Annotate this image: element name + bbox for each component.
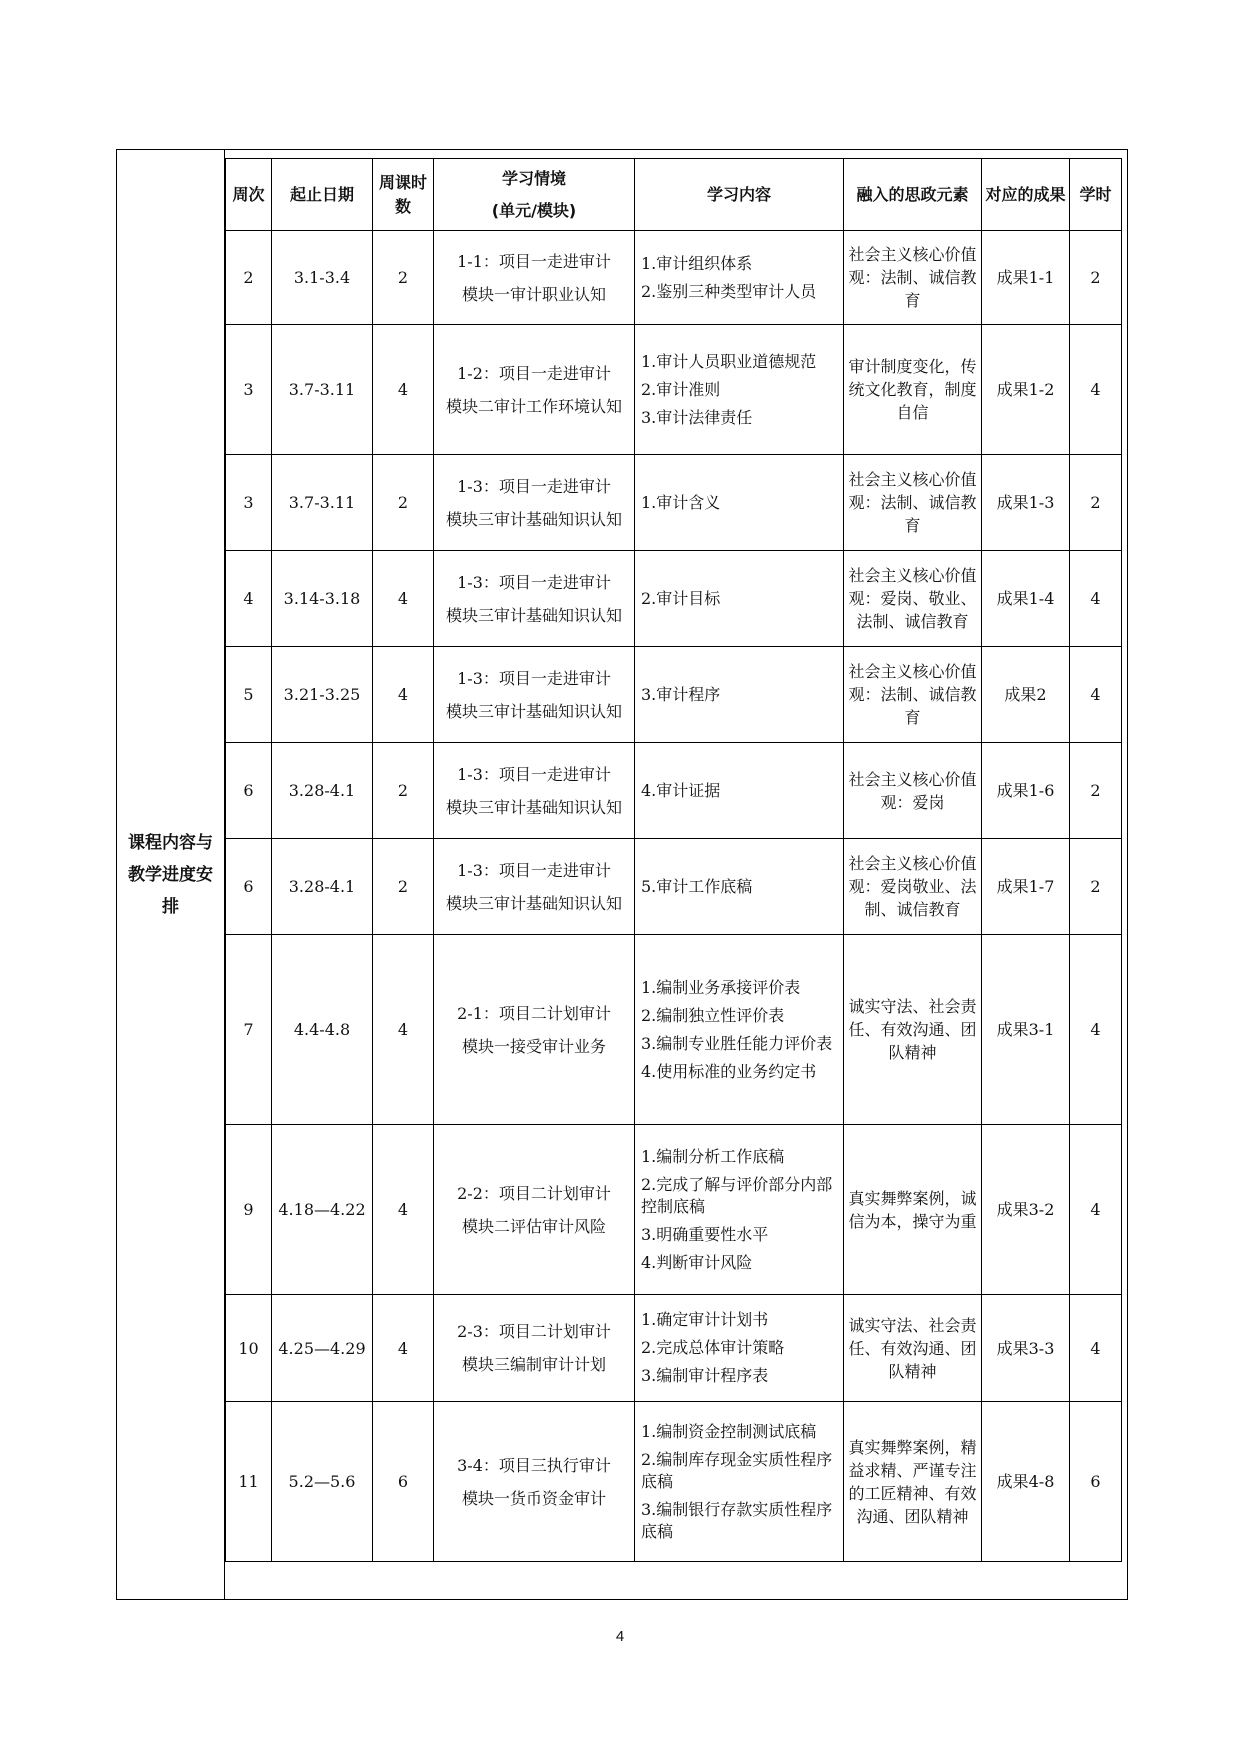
situation-line: 3-4：项目三执行审计 [457, 1455, 611, 1475]
content-item: 1.确定审计计划书 [641, 1310, 769, 1329]
cell-hours: 4 [1070, 325, 1122, 455]
situation-line: 1-3：项目一走进审计 [457, 668, 611, 688]
header-outcome: 对应的成果 [982, 159, 1070, 231]
cell-content [635, 647, 844, 743]
schedule-frame [116, 149, 1128, 1600]
cell-hours: 6 [1070, 1402, 1122, 1562]
content-item: 2.编制独立性评价表 [641, 1005, 785, 1025]
situation-line: 2-1：项目二计划审计 [457, 1003, 611, 1023]
cell-week: 3 [226, 455, 272, 551]
cell-weekly-hours: 2 [373, 839, 434, 935]
cell-outcome: 成果3-1 [982, 935, 1070, 1125]
cell-situation [434, 1125, 635, 1295]
situation-line: 1-3：项目一走进审计 [457, 764, 611, 784]
cell-weekly-hours: 2 [373, 455, 434, 551]
cell-situation [434, 935, 635, 1125]
cell-weekly-hours: 4 [373, 551, 434, 647]
cell-ideology: 真实舞弊案例，诚信为本，操守为重 [844, 1125, 982, 1295]
table-row [226, 839, 1122, 935]
content-item: 4.使用标准的业务约定书 [641, 1061, 817, 1081]
content-item: 4.判断审计风险 [641, 1252, 753, 1272]
cell-ideology: 诚实守法、社会责任、有效沟通、团队精神 [844, 935, 982, 1125]
cell-ideology: 社会主义核心价值观：爱岗 [844, 743, 982, 839]
cell-hours: 4 [1070, 935, 1122, 1125]
cell-dates: 3.28-4.1 [272, 839, 373, 935]
table-row [226, 935, 1122, 1125]
cell-outcome: 成果1-1 [982, 231, 1070, 325]
situation-line: 1-3：项目一走进审计 [457, 572, 611, 592]
cell-outcome: 成果3-2 [982, 1125, 1070, 1295]
situation-line: 模块一审计职业认知 [461, 284, 606, 304]
cell-weekly-hours: 4 [373, 1125, 434, 1295]
content-item: 2.完成总体审计策略 [641, 1338, 785, 1357]
cell-outcome: 成果1-4 [982, 551, 1070, 647]
cell-outcome: 成果1-3 [982, 455, 1070, 551]
cell-situation [434, 231, 635, 325]
table-row [226, 455, 1122, 551]
cell-content [635, 839, 844, 935]
content-item: 1.审计人员职业道德规范 [641, 351, 817, 371]
content-item: 2.鉴别三种类型审计人员 [641, 281, 817, 301]
content-item: 3.编制专业胜任能力评价表 [641, 1033, 833, 1053]
schedule-body [226, 231, 1122, 1562]
cell-content [635, 455, 844, 551]
table-row [226, 647, 1122, 743]
situation-line: 模块三编制审计计划 [461, 1355, 606, 1374]
cell-dates: 5.2—5.6 [272, 1402, 373, 1562]
table-row [226, 1402, 1122, 1562]
content-item: 1.审计含义 [641, 492, 721, 512]
cell-weekly-hours: 2 [373, 231, 434, 325]
cell-ideology: 真实舞弊案例，精益求精、严谨专注的工匠精神、有效沟通、团队精神 [844, 1402, 982, 1562]
content-item: 2.编制库存现金实质性程序底稿 [641, 1449, 833, 1491]
cell-hours: 2 [1070, 231, 1122, 325]
cell-weekly-hours: 6 [373, 1402, 434, 1562]
cell-weekly-hours: 2 [373, 743, 434, 839]
cell-content [635, 1295, 844, 1402]
table-row [226, 231, 1122, 325]
cell-ideology: 社会主义核心价值观：爱岗敬业、法制、诚信教育 [844, 839, 982, 935]
table-row [226, 1295, 1122, 1402]
header-hours: 学时 [1070, 159, 1122, 231]
cell-hours: 4 [1070, 647, 1122, 743]
schedule-table [225, 158, 1122, 1562]
header-ideology: 融入的思政元素 [844, 159, 982, 231]
cell-situation [434, 647, 635, 743]
header-situation-sub: (单元/模块) [491, 200, 577, 220]
table-row [226, 1125, 1122, 1295]
cell-hours: 4 [1070, 551, 1122, 647]
cell-ideology: 诚实守法、社会责任、有效沟通、团队精神 [844, 1295, 982, 1402]
header-content: 学习内容 [635, 159, 844, 231]
cell-situation [434, 743, 635, 839]
cell-dates: 4.4-4.8 [272, 935, 373, 1125]
cell-hours: 2 [1070, 743, 1122, 839]
situation-line: 2-2：项目二计划审计 [457, 1183, 611, 1203]
situation-line: 1-3：项目一走进审计 [457, 476, 611, 496]
cell-situation [434, 455, 635, 551]
cell-situation [434, 551, 635, 647]
situation-line: 模块一接受审计业务 [461, 1036, 606, 1056]
header-weekly-hours: 周课时数 [373, 159, 434, 231]
cell-weekly-hours: 4 [373, 935, 434, 1125]
cell-ideology: 社会主义核心价值观：法制、诚信教育 [844, 231, 982, 325]
cell-week: 9 [226, 1125, 272, 1295]
header-dates: 起止日期 [272, 159, 373, 231]
cell-outcome: 成果2 [982, 647, 1070, 743]
content-item: 3.审计法律责任 [641, 407, 753, 427]
situation-line: 模块三审计基础知识认知 [445, 701, 622, 721]
cell-weekly-hours: 4 [373, 325, 434, 455]
cell-week: 3 [226, 325, 272, 455]
cell-weekly-hours: 4 [373, 647, 434, 743]
cell-dates: 3.7-3.11 [272, 325, 373, 455]
header-situation [434, 159, 635, 231]
content-item: 2.完成了解与评价部分内部控制底稿 [641, 1174, 833, 1216]
cell-situation [434, 325, 635, 455]
cell-week: 6 [226, 743, 272, 839]
cell-content [635, 551, 844, 647]
situation-line: 模块一货币资金审计 [461, 1488, 606, 1508]
content-item: 2.审计目标 [641, 588, 721, 608]
content-item: 3.编制审计程序表 [641, 1366, 769, 1385]
cell-situation [434, 1402, 635, 1562]
situation-line: 模块二评估审计风险 [461, 1216, 606, 1236]
cell-ideology: 社会主义核心价值观：爱岗、敬业、法制、诚信教育 [844, 551, 982, 647]
table-row [226, 743, 1122, 839]
cell-dates: 3.28-4.1 [272, 743, 373, 839]
content-item: 3.编制银行存款实质性程序底稿 [641, 1499, 833, 1541]
content-item: 3.明确重要性水平 [641, 1224, 769, 1244]
cell-week: 10 [226, 1295, 272, 1402]
cell-week: 7 [226, 935, 272, 1125]
cell-situation [434, 1295, 635, 1402]
cell-hours: 2 [1070, 839, 1122, 935]
cell-situation [434, 839, 635, 935]
cell-dates: 3.1-3.4 [272, 231, 373, 325]
cell-hours: 2 [1070, 455, 1122, 551]
content-item: 4.审计证据 [641, 780, 721, 800]
situation-line: 模块三审计基础知识认知 [445, 605, 622, 625]
cell-outcome: 成果3-3 [982, 1295, 1070, 1402]
cell-dates: 3.21-3.25 [272, 647, 373, 743]
content-item: 1.编制业务承接评价表 [641, 977, 801, 997]
cell-content [635, 935, 844, 1125]
cell-hours: 4 [1070, 1125, 1122, 1295]
situation-line: 模块二审计工作环境认知 [445, 396, 622, 416]
cell-dates: 4.18—4.22 [272, 1125, 373, 1295]
cell-content [635, 231, 844, 325]
cell-ideology: 审计制度变化，传统文化教育，制度自信 [844, 325, 982, 455]
table-row [226, 325, 1122, 455]
cell-dates: 3.7-3.11 [272, 455, 373, 551]
cell-week: 6 [226, 839, 272, 935]
cell-week: 4 [226, 551, 272, 647]
cell-content [635, 1125, 844, 1295]
content-item: 1.编制资金控制测试底稿 [641, 1421, 817, 1441]
situation-line: 模块三审计基础知识认知 [445, 797, 622, 817]
situation-line: 模块三审计基础知识认知 [445, 893, 622, 913]
content-item: 2.审计准则 [641, 379, 721, 399]
situation-line: 1-2：项目一走进审计 [457, 363, 611, 383]
content-item: 1.审计组织体系 [641, 253, 753, 273]
cell-outcome: 成果1-2 [982, 325, 1070, 455]
cell-outcome: 成果4-8 [982, 1402, 1070, 1562]
cell-outcome: 成果1-6 [982, 743, 1070, 839]
cell-content [635, 325, 844, 455]
cell-dates: 3.14-3.18 [272, 551, 373, 647]
content-item: 5.审计工作底稿 [641, 876, 753, 896]
situation-line: 模块三审计基础知识认知 [445, 509, 622, 529]
cell-outcome: 成果1-7 [982, 839, 1070, 935]
cell-dates: 4.25—4.29 [272, 1295, 373, 1402]
cell-ideology: 社会主义核心价值观：法制、诚信教育 [844, 647, 982, 743]
header-week: 周次 [226, 159, 272, 231]
header-situation-main: 学习情境 [501, 168, 566, 188]
situation-line: 1-3：项目一走进审计 [457, 860, 611, 880]
section-label-cell [117, 150, 225, 1599]
situation-line: 1-1：项目一走进审计 [457, 251, 611, 271]
cell-week: 5 [226, 647, 272, 743]
cell-hours: 4 [1070, 1295, 1122, 1402]
content-item: 1.编制分析工作底稿 [641, 1146, 785, 1166]
cell-week: 11 [226, 1402, 272, 1562]
header-row [226, 159, 1122, 231]
section-label: 课程内容与教学进度安排 [128, 832, 213, 917]
cell-content [635, 743, 844, 839]
cell-content [635, 1402, 844, 1562]
cell-week: 2 [226, 231, 272, 325]
cell-ideology: 社会主义核心价值观：法制、诚信教育 [844, 455, 982, 551]
content-item: 3.审计程序 [641, 684, 721, 704]
page-number: 4 [615, 1628, 625, 1645]
situation-line: 2-3：项目二计划审计 [457, 1322, 611, 1341]
cell-weekly-hours: 4 [373, 1295, 434, 1402]
table-row [226, 551, 1122, 647]
